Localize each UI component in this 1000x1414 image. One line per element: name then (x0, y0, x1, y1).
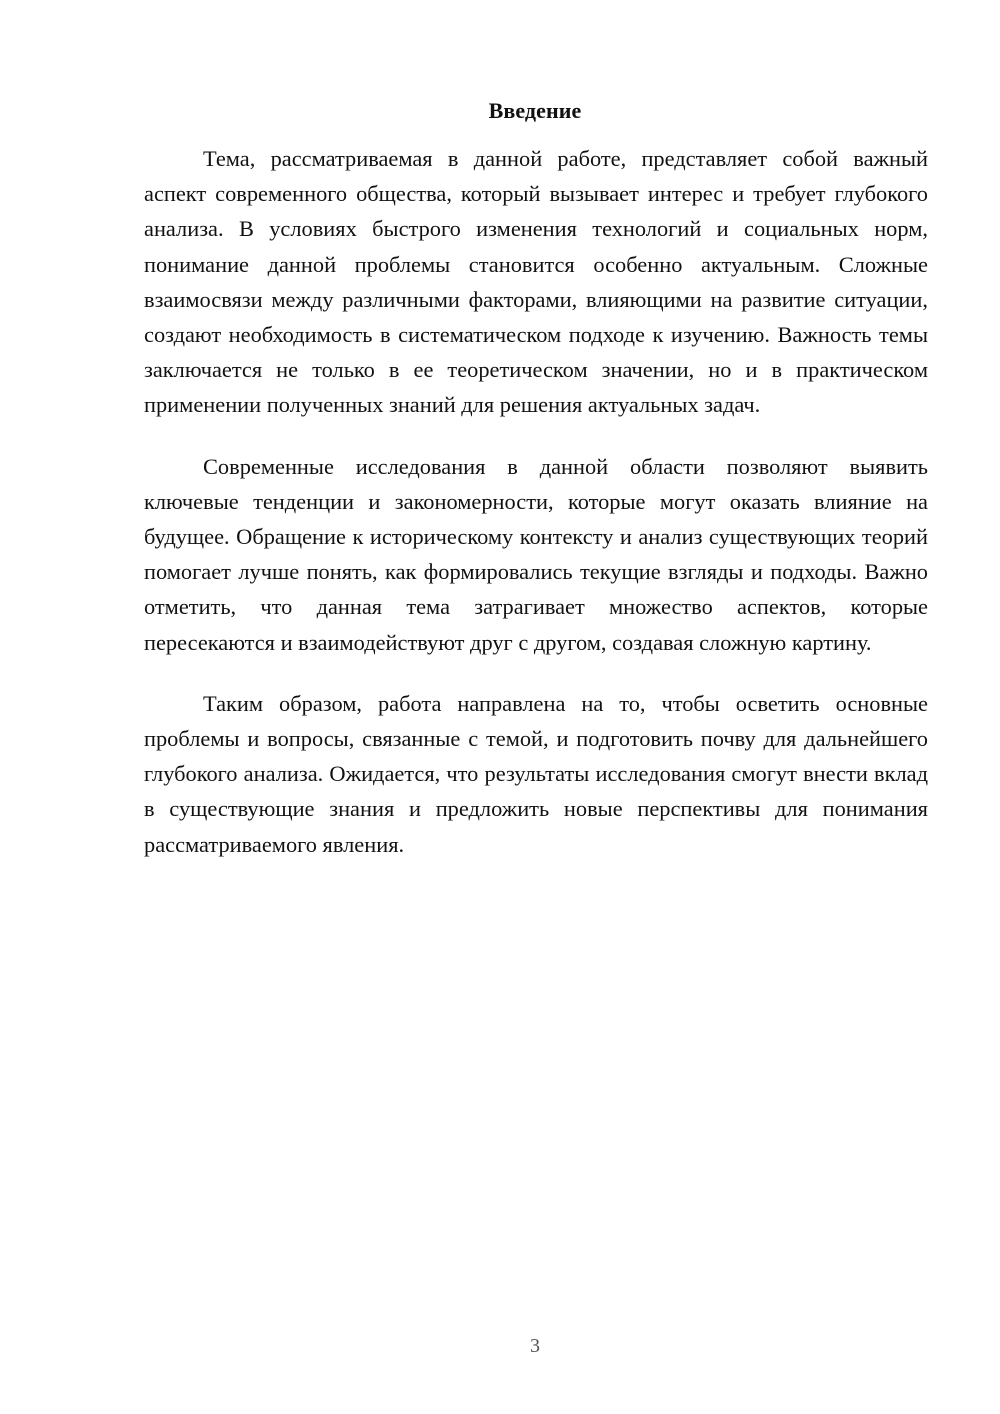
paragraph-3: Таким образом, работа направлена на то, чтобы осветить основные проблемы и вопросы, связанные с темой, и подготовить почву для дальнейшего глубокого анализа. Ожидается, что результаты исследования смогут внести вклад в существующие знания и предложить новые перспективы для понимания рассматриваемого явления. (144, 690, 928, 857)
paragraph-1: Тема, рассматриваемая в данной работе, представляет собой важный аспект современного общества, который вызывает интерес и требует глубокого анализа. В условиях быстрого изменения технологий и социальных норм, понимание данной проблемы становится особенно актуальным. Сложные взаимосвязи между различными факторами, влияющими на развитие ситуации, создают необходимость в систематическом подходе к изучению. Важность темы заключается не только в ее теоретическом значении, но и в практическом применении полученных знаний для решения актуальных задач. (144, 146, 928, 418)
body-text (144, 141, 928, 888)
section-title: Введение (488, 98, 582, 123)
page-number: 3 (530, 1335, 540, 1357)
paragraph-2: Современные исследования в данной области позволяют выявить ключевые тенденции и закономерности, которые могут оказать влияние на будущее. Обращение к историческому контексту и анализ существующих теорий помогает лучше понять, как формировались текущие взгляды и подходы. Важно отметить, что данная тема затрагивает множество аспектов, которые пересекаются и взаимодействуют друг с другом, создавая сложную картину. (144, 453, 928, 655)
